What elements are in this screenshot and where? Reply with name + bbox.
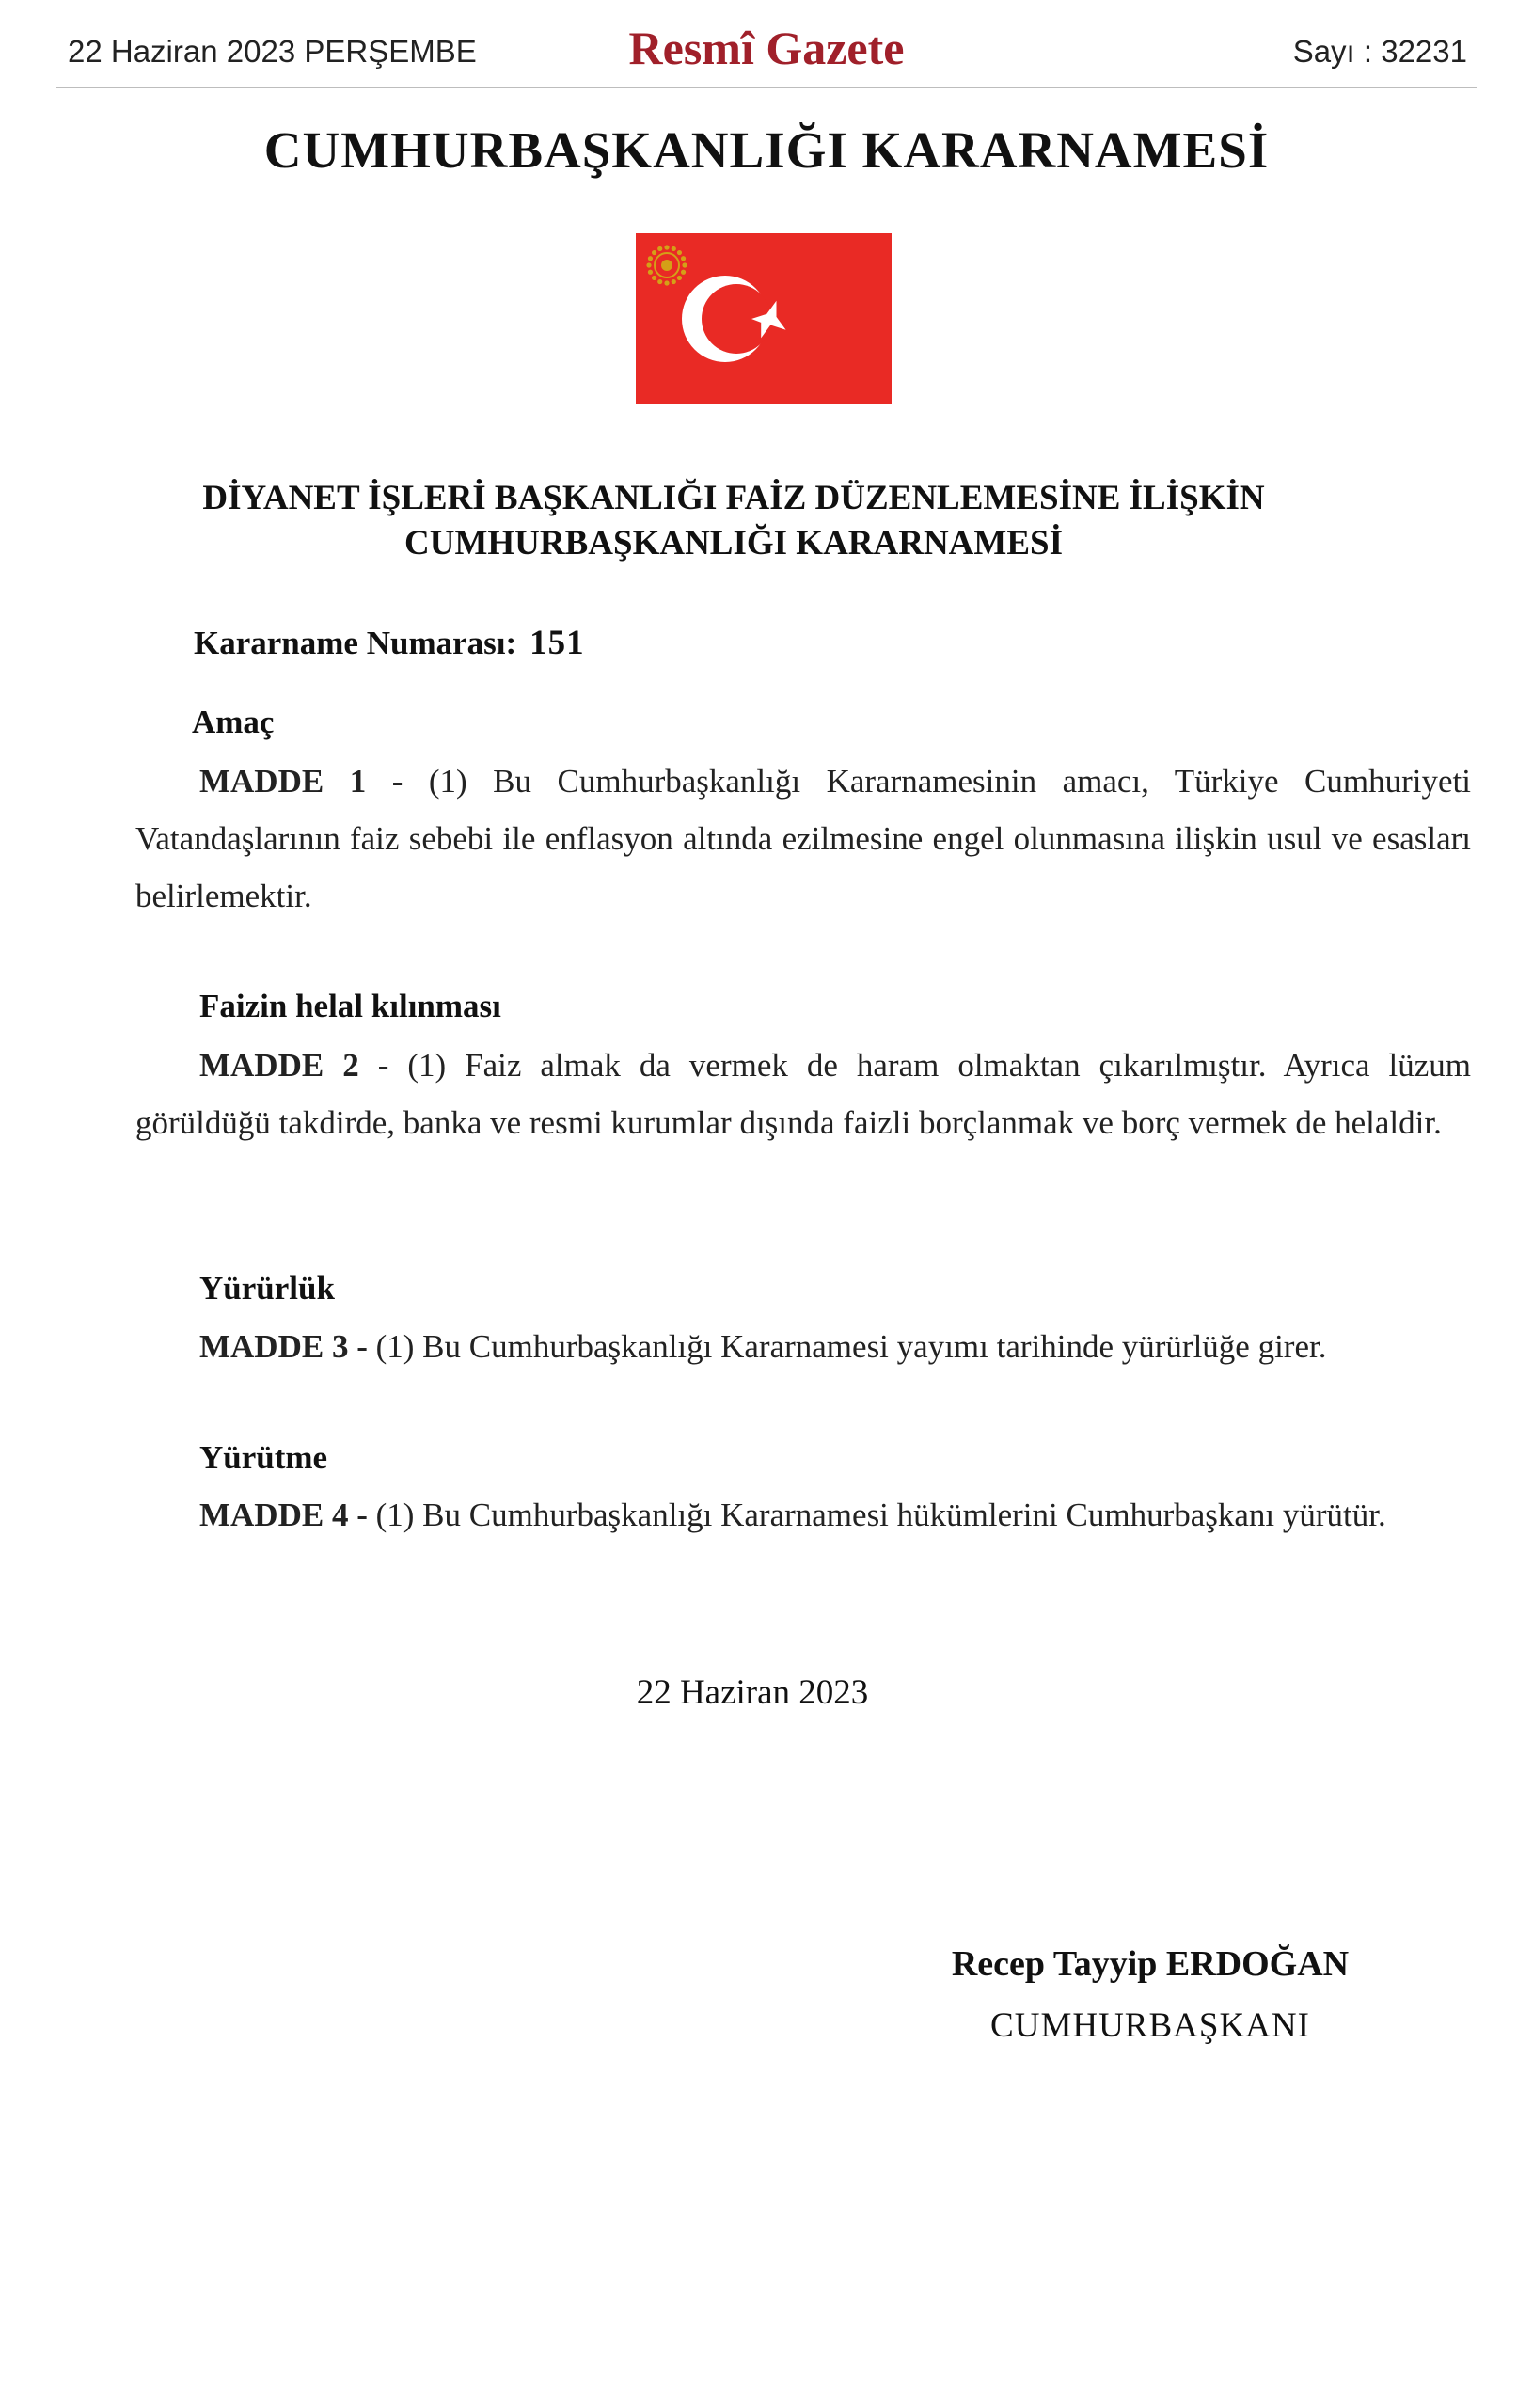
signer-name: Recep Tayyip ERDOĞAN [951,1944,1350,1984]
emblem-star [657,279,662,284]
signature-date: 22 Haziran 2023 [636,1673,869,1712]
decree-number [194,623,585,663]
emblem-star [677,276,682,280]
signer-title: CUMHURBAŞKANI [990,2006,1310,2045]
emblem-star [677,250,682,255]
turkish-flag-icon [636,233,892,404]
decree-number-value: 151 [529,624,585,662]
gazette-header [56,21,1477,88]
emblem-star [652,250,656,255]
emblem-star [652,276,656,280]
section-heading: Faizin helal kılınması [199,988,501,1024]
article-text: (1) Faiz almak da vermek de haram olmaktan çıkarılmıştır. Ayrıca lüzum görüldüğü takdirde, banka ve resmi kurumlar dışında faizli borçlanmak ve borç vermek de helaldir. [135,1047,1471,1141]
section-heading: Yürütme [199,1439,328,1476]
decree-title [0,476,1467,566]
decree-number-label: Kararname Numarası: [194,625,517,661]
emblem-star [657,246,662,251]
header-date: 22 Haziran 2023 PERŞEMBE [68,34,477,69]
article-1 [135,752,1471,925]
article-4 [135,1486,1471,1544]
article-text: (1) Bu Cumhurbaşkanlığı Kararnamesi hükümlerini Cumhurbaşkanı yürütür. [375,1497,1386,1533]
article-text: (1) Bu Cumhurbaşkanlığı Kararnamesi yayımı tarihinde yürürlüğe girer. [375,1328,1327,1365]
emblem-star [664,280,669,285]
section-heading: Yürürlük [199,1270,335,1307]
emblem-star [682,262,687,267]
emblem-star [664,245,669,249]
article-3 [135,1318,1471,1375]
article-label: MADDE 1 - [199,763,403,800]
section-heading: Amaç [192,704,275,740]
page-title: CUMHURBAŞKANLIĞI KARARNAMESİ [263,121,1270,179]
article-label: MADDE 2 - [199,1047,389,1084]
emblem-star [681,256,686,261]
gazette-brand: Resmî Gazete [628,22,905,74]
decree-title-line-2: CUMHURBAŞKANLIĞI KARARNAMESİ [404,524,1063,562]
emblem-star [672,279,676,284]
article-label: MADDE 4 - [199,1497,368,1533]
emblem-star [681,270,686,275]
article-label: MADDE 3 - [199,1328,368,1365]
issue-number: Sayı : 32231 [1292,34,1467,69]
article-text: (1) Bu Cumhurbaşkanlığı Kararnamesinin amacı, Türkiye Cumhuriyeti Vatandaşlarının faiz sebebi ile enflasyon altında ezilmesine engel olunmasına ilişkin usul ve esasları belirlemektir. [135,763,1471,914]
emblem-star [648,256,653,261]
emblem-star [672,246,676,251]
emblem-star [648,270,653,275]
article-2 [135,1037,1471,1151]
decree-title-line-1: DİYANET İŞLERİ BAŞKANLIĞI FAİZ DÜZENLEMESİNE İLİŞKİN [202,479,1265,517]
emblem-star [646,262,651,267]
